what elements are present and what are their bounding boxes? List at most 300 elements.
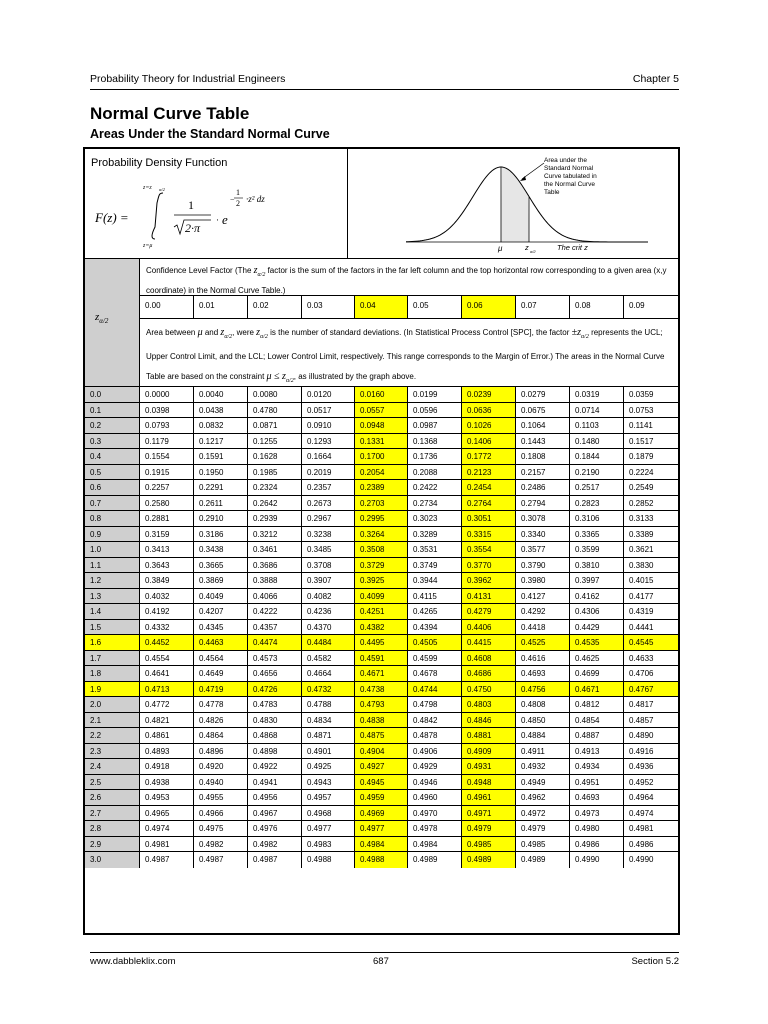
table-cell: 0.3599 [570,542,624,557]
table-cell: 0.4750 [462,682,516,697]
table-cell: 0.4066 [248,589,302,604]
table-cell: 0.4981 [140,837,194,852]
table-cell: 0.4850 [516,713,570,728]
table-cell: 0.4633 [629,653,654,663]
row-z-value: 2.6 [85,790,140,805]
table-cell: 0.4418 [516,620,570,635]
table-cell: 0.4236 [302,604,355,619]
z-alpha-symbol-cell [85,259,140,387]
table-cell: 0.4793 [355,697,408,712]
row-z-value: 0.3 [85,434,140,449]
table-cell: 0.4941 [248,775,302,790]
table-cell: 0.4441 [629,622,654,632]
row-z-value: 2.2 [85,728,140,743]
table-cell: 0.2157 [516,465,570,480]
table-row [85,573,678,589]
table-cell: 0.4864 [194,728,248,743]
table-cell: 0.0675 [516,403,570,418]
table-cell: 0.0636 [462,403,516,418]
table-cell: 0.4545 [624,635,678,650]
table-cell: 0.4918 [140,759,194,774]
table-cell: 0.4931 [462,759,516,774]
table-cell: 0.4474 [248,635,302,650]
table-cell: 0.4854 [570,713,624,728]
table-row [85,449,678,465]
formula-denominator: 2·π [185,221,201,235]
table-cell: 0.2517 [570,480,624,495]
table-row [85,837,678,853]
table-cell: 0.1368 [408,434,462,449]
table-cell: 0.4890 [629,731,654,740]
table-cell: 0.4893 [140,744,194,759]
table-cell: 0.2939 [248,511,302,526]
table-cell: 0.3389 [629,529,654,539]
table-cell: 0.4987 [194,852,248,868]
table-cell: 0.4671 [570,682,624,697]
table-cell: 0.4913 [570,744,624,759]
table-row [85,434,678,450]
table-cell: 0.2794 [516,496,570,511]
column-header-6: 0.06 [462,296,516,318]
table-cell: 0.4964 [629,793,654,802]
table-cell: 0.3925 [355,573,408,588]
table-cell: 0.4382 [355,620,408,635]
table-cell: 0.4279 [462,604,516,619]
table-cell: 0.3051 [462,511,516,526]
formula-upper-sub: α/2 [159,187,165,192]
table-cell: 0.4803 [462,697,516,712]
table-cell: 0.4699 [570,666,624,681]
table-cell: 0.4974 [140,821,194,836]
table-row [85,759,678,775]
table-cell: 0.4726 [248,682,302,697]
table-cell: 0.0040 [194,387,248,402]
table-cell: 0.1064 [516,418,570,433]
table-cell: 0.4821 [140,713,194,728]
table-cell: 0.4842 [408,713,462,728]
table-cell: 0.3106 [570,511,624,526]
table-cell: 0.4192 [140,604,194,619]
pdf-formula [93,177,338,252]
table-cell: 0.4987 [140,852,194,868]
column-header-9: 0.09 [629,301,645,310]
table-cell: 0.3461 [248,542,302,557]
row-z-value: 0.0 [85,387,140,402]
table-cell: 0.4983 [302,837,355,852]
table-cell: 0.4591 [355,651,408,666]
table-cell: 0.1591 [194,449,248,464]
table-cell: 0.4988 [302,852,355,868]
normal-curve-table [83,147,680,935]
table-cell: 0.4608 [462,651,516,666]
table-cell: 0.1664 [302,449,355,464]
table-cell: 0.3830 [629,560,654,570]
table-cell: 0.4846 [462,713,516,728]
table-cell: 0.1331 [355,434,408,449]
table-cell: 0.1879 [629,452,654,461]
table-cell: 0.4452 [140,635,194,650]
row-z-value: 2.0 [85,697,140,712]
table-row [85,527,678,543]
row-z-value: 2.5 [85,775,140,790]
table-row [85,821,678,837]
table-cell: 0.4767 [624,682,678,697]
table-cell: 0.4812 [570,697,624,712]
table-cell: 0.4989 [516,852,570,868]
column-header-3: 0.03 [302,296,355,318]
footer-rule [90,952,679,953]
table-cell: 0.4962 [516,790,570,805]
graph-annotation-line-5: Table [544,189,560,196]
table-cell: 0.3159 [140,527,194,542]
table-cell: 0.4573 [248,651,302,666]
table-cell: 0.3315 [462,527,516,542]
table-cell: 0.4332 [140,620,194,635]
table-cell: 0.3186 [194,527,248,542]
table-cell: 0.3770 [462,558,516,573]
normal-curve-graph [348,149,678,259]
table-cell: 0.4945 [355,775,408,790]
table-cell: 0.4984 [408,837,462,852]
table-cell: 0.0359 [629,390,654,399]
table-cell: 0.4370 [302,620,355,635]
table-cell: 0.4985 [462,837,516,852]
table-cell: 0.4554 [140,651,194,666]
formula-exp-num: 1 [236,188,240,197]
table-cell: 0.3340 [516,527,570,542]
table-cell: 0.4943 [302,775,355,790]
table-cell: 0.2580 [140,496,194,511]
table-cell: 0.4952 [629,777,654,787]
table-cell: 0.2190 [570,465,624,480]
table-row [85,589,678,605]
table-cell: 0.4977 [355,821,408,836]
table-row [85,713,678,729]
table-cell: 0.4131 [462,589,516,604]
table-cell: 0.4878 [408,728,462,743]
annotation-arrow [522,163,544,179]
table-cell: 0.3944 [408,573,462,588]
table-cell: 0.4463 [194,635,248,650]
table-cell: 0.4989 [462,852,516,868]
table-cell: 0.3438 [194,542,248,557]
table-row [85,604,678,620]
table-cell: 0.4927 [355,759,408,774]
table-row [85,558,678,574]
table-cell: 0.3212 [248,527,302,542]
table-cell: 0.4960 [408,790,462,805]
table-cell: 0.2673 [302,496,355,511]
pdf-label: Probability Density Function [91,157,228,169]
table-cell: 0.4990 [570,852,624,868]
svg-text:·: · [216,215,219,225]
table-cell: 0.3849 [140,573,194,588]
pdf-formula-cell [85,149,348,259]
table-cell: 0.4934 [570,759,624,774]
column-header-4: 0.04 [355,296,408,318]
table-cell: 0.2823 [570,496,624,511]
table-cell: 0.3289 [408,527,462,542]
table-cell: 0.4788 [302,697,355,712]
table-cell: 0.1293 [302,434,355,449]
table-cell: 0.4966 [194,806,248,821]
table-cell: 0.2734 [408,496,462,511]
table-cell: 0.0080 [248,387,302,402]
table-cell: 0.3980 [516,573,570,588]
table-cell: 0.1026 [462,418,516,433]
table-cell: 0.4127 [516,589,570,604]
table-row [85,635,678,651]
table-cell: 0.1217 [194,434,248,449]
table-cell: 0.4898 [248,744,302,759]
table-cell: 0.4986 [570,837,624,852]
table-cell: 0.4406 [462,620,516,635]
table-cell: 0.4783 [248,697,302,712]
table-cell: 0.0871 [248,418,302,433]
table-cell: 0.4875 [355,728,408,743]
table-cell: 0.0239 [462,387,516,402]
table-cell: 0.4948 [462,775,516,790]
table-row [85,728,678,744]
table-cell: 0.4671 [355,666,408,681]
table-cell: 0.1406 [462,434,516,449]
table-cell: 0.3665 [194,558,248,573]
formula-numerator: 1 [188,198,194,212]
table-cell: 0.4319 [629,607,654,616]
table-cell: 0.4922 [248,759,302,774]
table-cell: 0.4678 [408,666,462,681]
table-cell: 0.1772 [462,449,516,464]
table-cell: 0.3621 [629,545,654,554]
mu-label: μ [498,244,503,253]
table-cell: 0.4984 [355,837,408,852]
table-cell: 0.1517 [629,436,654,446]
table-cell: 0.3888 [248,573,302,588]
table-cell: 0.0517 [302,403,355,418]
row-z-value: 1.7 [85,651,140,666]
table-cell: 0.4525 [516,635,570,650]
table-cell: 0.4974 [629,808,654,818]
column-header-row [140,296,678,319]
table-cell: 0.4978 [408,821,462,836]
table-cell: 0.4970 [408,806,462,821]
table-cell: 0.3133 [629,514,654,523]
table-cell: 0.1844 [570,449,624,464]
table-row [85,418,678,434]
table-row [85,542,678,558]
table-cell: 0.4564 [194,651,248,666]
table-cell: 0.4222 [248,604,302,619]
running-header [90,73,679,89]
table-cell: 0.4881 [462,728,516,743]
table-cell: 0.4505 [408,635,462,650]
table-cell: 0.2611 [194,496,248,511]
graph-annotation-line-3: Curve tabulated in [544,173,597,180]
table-cell: 0.4936 [629,762,654,771]
table-cell: 0.4719 [194,682,248,697]
confidence-level-text: Confidence Level Factor (The $z_{\alpha/2}$ factor is the sum of the factors in the far left column and the top horizontal row corresponding to a given area (x,y coordinate) in the Normal Curve Table.) [140,259,678,296]
table-cell: 0.4706 [629,669,654,678]
table-cell: 0.4989 [408,852,462,868]
table-cell: 0.4976 [248,821,302,836]
page-title: Normal Curve Table [90,104,250,123]
table-cell: 0.4916 [629,746,654,756]
row-z-value: 2.4 [85,759,140,774]
table-row [85,744,678,760]
table-cell: 0.4484 [302,635,355,650]
table-cell: 0.4938 [140,775,194,790]
table-cell: 0.3577 [516,542,570,557]
row-z-value: 0.1 [85,403,140,418]
table-cell: 0.0596 [408,403,462,418]
graph-annotation-line-1: Area under the [544,157,588,164]
table-cell: 0.2357 [302,480,355,495]
table-cell: 0.3531 [408,542,462,557]
table-cell: 0.0714 [570,403,624,418]
table-cell: 0.3485 [302,542,355,557]
table-cell: 0.4738 [355,682,408,697]
table-cell: 0.4641 [140,666,194,681]
table-cell: 0.0793 [140,418,194,433]
row-z-value: 0.9 [85,527,140,542]
row-z-value: 1.4 [85,604,140,619]
table-cell: 0.2764 [462,496,516,511]
table-cell: 0.4162 [570,589,624,604]
table-cell: 0.4871 [302,728,355,743]
table-cell: 0.4780 [248,403,302,418]
formula-exp-den: 2 [236,199,240,208]
table-cell: 0.1554 [140,449,194,464]
header-book-title: Probability Theory for Industrial Engineers [90,73,286,85]
table-row [85,666,678,682]
table-cell: 0.4982 [248,837,302,852]
table-cell: 0.2224 [629,467,654,477]
table-cell: 0.4955 [194,790,248,805]
table-cell: 0.4861 [140,728,194,743]
table-cell: 0.3810 [570,558,624,573]
table-cell: 0.4778 [194,697,248,712]
row-z-value: 1.8 [85,666,140,681]
table-row [85,651,678,667]
table-cell: 0.1141 [629,421,653,430]
table-cell: 0.4969 [355,806,408,821]
table-cell: 0.4656 [248,666,302,681]
row-z-value: 1.9 [85,682,140,697]
table-cell: 0.0398 [140,403,194,418]
column-header-0: 0.00 [140,296,194,318]
table-cell: 0.3078 [516,511,570,526]
table-cell: 0.4394 [408,620,462,635]
table-cell: 0.3997 [570,573,624,588]
table-cell: 0.4756 [516,682,570,697]
table-cell: 0.2389 [355,480,408,495]
table-cell: 0.2088 [408,465,462,480]
table-cell: 0.4988 [355,852,408,868]
table-row [85,790,678,806]
table-cell: 0.0987 [408,418,462,433]
table-cell: 0.4925 [302,759,355,774]
table-cell: 0.4830 [248,713,302,728]
column-header-5: 0.05 [408,296,462,318]
crit-z-label: The crit z [557,243,588,252]
table-cell: 0.0438 [194,403,248,418]
table-row [85,511,678,527]
page-subtitle: Areas Under the Standard Normal Curve [90,127,330,141]
row-z-value: 2.8 [85,821,140,836]
table-cell: 0.4909 [462,744,516,759]
row-z-value: 0.2 [85,418,140,433]
table-row [85,775,678,791]
table-cell: 0.4616 [516,651,570,666]
table-cell: 0.2852 [629,498,654,508]
table-cell: 0.4972 [516,806,570,821]
table-cell: 0.3023 [408,511,462,526]
row-z-value: 1.1 [85,558,140,573]
table-cell: 0.3365 [570,527,624,542]
table-cell: 0.4251 [355,604,408,619]
table-cell: 0.2324 [248,480,302,495]
table-cell: 0.0000 [140,387,194,402]
table-cell: 0.4772 [140,697,194,712]
table-cell: 0.4906 [408,744,462,759]
table-cell: 0.4967 [248,806,302,821]
table-cell: 0.3643 [140,558,194,573]
table-cell: 0.4949 [516,775,570,790]
table-cell: 0.2422 [408,480,462,495]
table-cell: 0.2291 [194,480,248,495]
table-cell: 0.4973 [570,806,624,821]
svg-text:−: − [230,195,235,204]
table-cell: 0.4664 [302,666,355,681]
table-cell: 0.4981 [629,824,654,833]
row-z-value: 0.6 [85,480,140,495]
table-cell: 0.4990 [629,855,654,864]
row-z-value: 0.5 [85,465,140,480]
formula-lower-limit: z=μ [143,243,153,249]
table-cell: 0.4929 [408,759,462,774]
header-chapter: Chapter 5 [632,73,679,85]
table-cell: 0.2454 [462,480,516,495]
table-cell: 0.4911 [516,744,570,759]
row-z-value: 3.0 [85,852,140,868]
row-z-value: 2.9 [85,837,140,852]
table-cell: 0.1255 [248,434,302,449]
table-cell: 0.0753 [629,405,654,415]
row-z-value: 1.0 [85,542,140,557]
table-cell: 0.4982 [194,837,248,852]
table-cell: 0.3554 [462,542,516,557]
table-cell: 0.2549 [629,483,654,492]
table-cell: 0.4932 [516,759,570,774]
table-cell: 0.4686 [462,666,516,681]
arrow-head-icon [520,176,526,181]
table-cell: 0.4838 [355,713,408,728]
table-cell: 0.0910 [302,418,355,433]
table-cell: 0.3238 [302,527,355,542]
table-cell: 0.1808 [516,449,570,464]
table-cell: 0.4834 [302,713,355,728]
column-header-2: 0.02 [248,296,302,318]
table-cell: 0.4015 [629,576,654,585]
table-cell: 0.4115 [408,589,462,604]
table-cell: 0.4965 [140,806,194,821]
table-cell: 0.4732 [302,682,355,697]
table-cell: 0.4808 [516,697,570,712]
table-cell: 0.4693 [570,790,624,805]
page-footer [90,956,679,970]
table-cell: 0.0557 [355,403,408,418]
row-z-value: 0.4 [85,449,140,464]
